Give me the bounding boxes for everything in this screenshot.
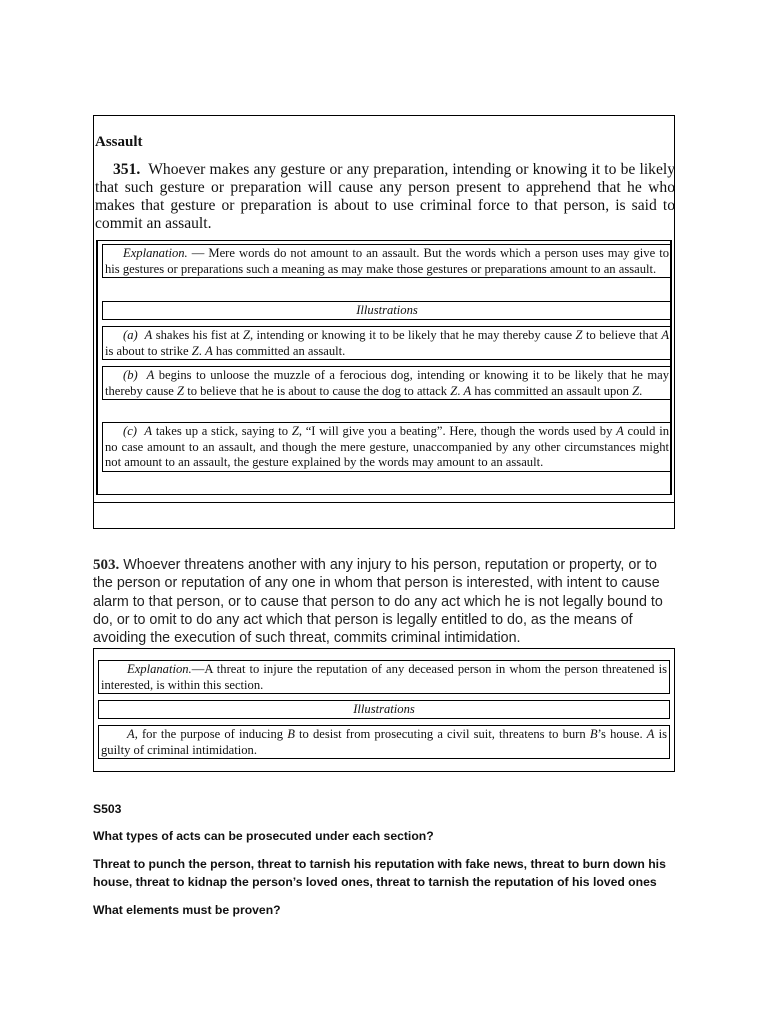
section-number: 503.: [93, 557, 120, 573]
explanation-label: Explanation.: [123, 246, 188, 260]
illustration-b: (b) A begins to unloose the muzzle of a ferocious dog, intending or knowing it to be likely that he may thereby cause Z to believe that he is about to cause the dog to attack Z. A has committed an assault upon Z.: [102, 366, 672, 400]
section-503-frame: [93, 648, 675, 772]
section-heading: Assault: [95, 134, 143, 150]
illustration-a: (a) A shakes his fist at Z, intending or knowing it to be likely that he may thereby cause Z to believe that A is about to strike Z. A has committed an assault.: [102, 326, 672, 360]
illustration-marker: (a): [123, 328, 138, 342]
section-351-frame: [93, 115, 675, 529]
question-2: What elements must be proven?: [93, 903, 281, 917]
illustration-c: (c) A takes up a stick, saying to Z, “I will give you a beating”. Here, though the words used by A could in no case amount to an assault, and though the mere gesture, unaccompanied by any other circumstances might not amount to an assault, the gesture explained by the words may amount to an assault.: [102, 422, 672, 472]
explanation-text: — Mere words do not amount to an assault. But the words which a person uses may give to his gestures or preparations such a meaning as may make those gestures or preparations amount to an assault.: [105, 246, 669, 276]
divider: [94, 502, 674, 503]
explanation-label: Explanation.: [127, 662, 192, 676]
illustration-marker: (b): [123, 368, 138, 382]
explanation-box: [102, 244, 672, 278]
explanation-box: [98, 660, 670, 694]
illustrations-label: Illustrations: [102, 301, 672, 320]
explanation-illustrations-frame: [96, 240, 672, 495]
answer-text: Threat to punch the person, threat to tarnish his reputation with fake news, threat to burn down his house, threat to kidnap the person’s loved ones, threat to tarnish the reputation of his loved ones: [93, 857, 666, 889]
section-503-text: [93, 556, 675, 647]
section-number: 351.: [113, 161, 141, 178]
section-351-text: [95, 161, 675, 233]
illustration: A, for the purpose of inducing B to desist from prosecuting a civil suit, threatens to burn B’s house. A is guilty of criminal intimidation.: [98, 725, 670, 759]
notes-label: S503: [93, 802, 122, 816]
section-body: Whoever threatens another with any injury to his person, reputation or property, or to the person or reputation of any one in whom that person is interested, with intent to cause alarm to that person, or to cause that person to do any act which he is not legally bound to do, or to omit to do any act which that person is legally entitled to do, as the means of avoiding the execution of such threat, commits criminal intimidation.: [93, 557, 663, 647]
illustration-marker: (c): [123, 424, 137, 438]
question-1: What types of acts can be prosecuted under each section?: [93, 829, 434, 843]
illustrations-label: Illustrations: [98, 700, 670, 719]
explanation-text: —A threat to injure the reputation of any deceased person in whom the person threatened is interested, is within this section.: [101, 662, 667, 692]
section-body: Whoever makes any gesture or any preparation, intending or knowing it to be likely that such gesture or preparation will cause any person present to apprehend that he who makes that gesture or preparation is about to use criminal force to that person, is said to commit an assault.: [95, 161, 675, 232]
